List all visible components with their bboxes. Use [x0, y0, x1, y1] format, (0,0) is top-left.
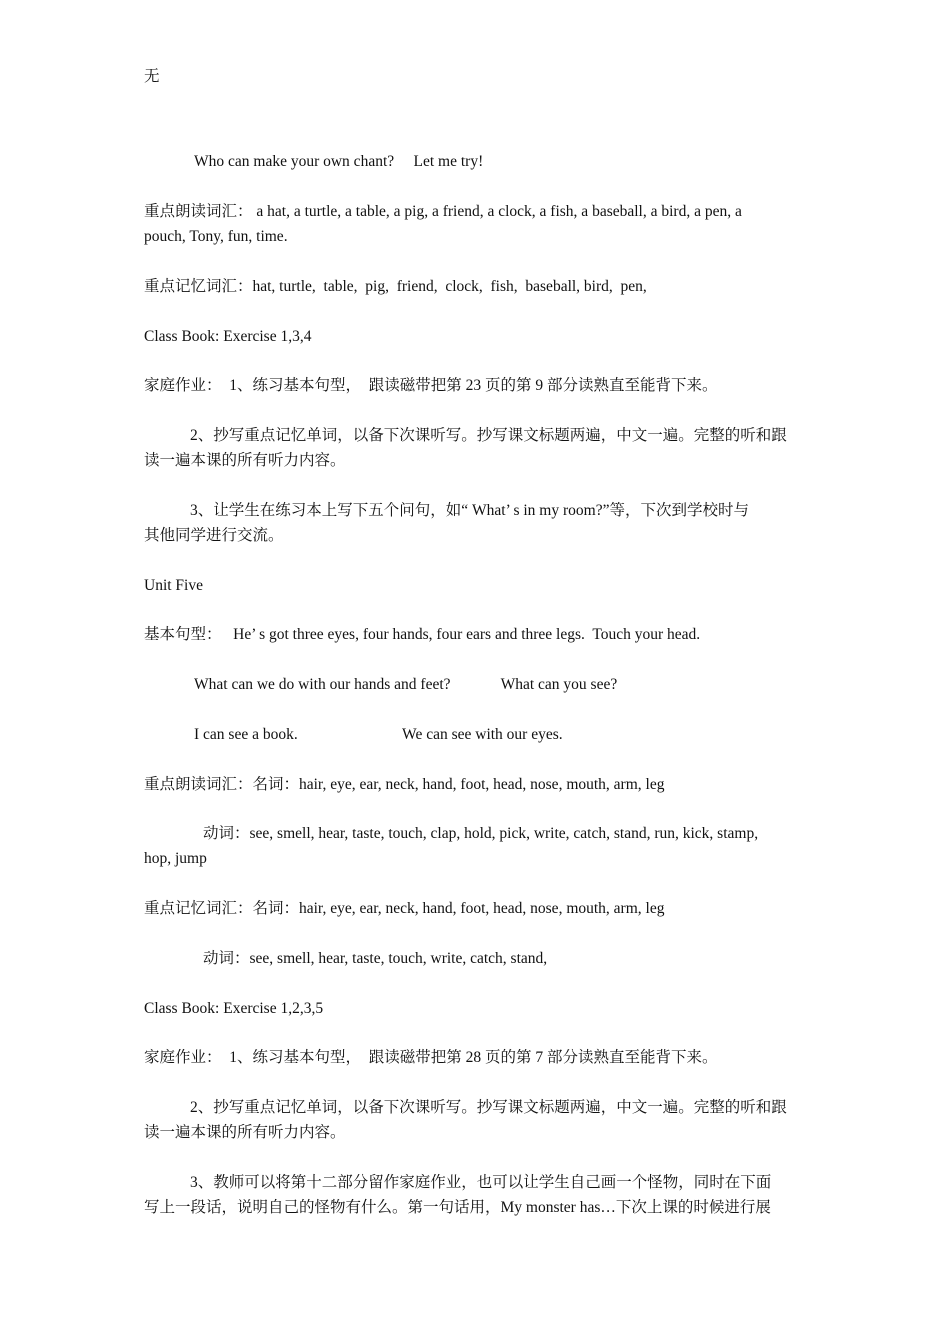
u4-homework-3-line2: 其他同学进行交流。	[144, 527, 284, 544]
u5-question-line1: What can we do with our hands and feet? What can you see?	[194, 676, 618, 693]
none-text: 无	[144, 68, 160, 85]
u4-reading-vocab-line2: pouch, Tony, fun, time.	[144, 228, 288, 245]
u4-class-book: Class Book: Exercise 1,3,4	[144, 328, 312, 345]
chant-line: Who can make your own chant? Let me try!	[194, 153, 484, 170]
u4-homework-3-line1: 3、让学生在练习本上写下五个问句，如“ What’ s in my room?”等，下次到学校时与	[190, 502, 749, 519]
u5-question-line2: I can see a book. We can see with our eyes.	[194, 726, 563, 743]
u5-homework-3-line2: 写上一段话，说明自己的怪物有什么。第一句话用，My monster has…下次上课的时候进行展	[144, 1199, 771, 1216]
u4-reading-vocab-line1: 重点朗读词汇： a hat, a turtle, a table, a pig, a friend, a clock, a fish, a baseball, a bird, a pen, a	[144, 203, 742, 220]
u5-memory-verbs: 动词：see, smell, hear, taste, touch, write, catch, stand,	[203, 950, 548, 967]
u4-homework-2-line1: 2、抄写重点记忆单词，以备下次课听写。抄写课文标题两遍，中文一遍。完整的听和跟	[190, 427, 787, 444]
u5-class-book: Class Book: Exercise 1,2,3,5	[144, 1000, 324, 1017]
u5-reading-verbs-line2: hop, jump	[144, 850, 207, 867]
u4-homework-2-line2: 读一遍本课的所有听力内容。	[144, 452, 346, 469]
u5-homework-3-line1: 3、教师可以将第十二部分留作家庭作业，也可以让学生自己画一个怪物，同时在下面	[190, 1174, 772, 1191]
u5-reading-nouns: 重点朗读词汇：名词：hair, eye, ear, neck, hand, foot, head, nose, mouth, arm, leg	[144, 776, 665, 793]
u4-homework-1: 家庭作业： 1、练习基本句型， 跟读磁带把第 23 页的第 9 部分读熟直至能背下来。	[144, 377, 718, 394]
u5-homework-2-line2: 读一遍本课的所有听力内容。	[144, 1124, 346, 1141]
u5-homework-2-line1: 2、抄写重点记忆单词，以备下次课听写。抄写课文标题两遍，中文一遍。完整的听和跟	[190, 1099, 787, 1116]
unit-five-title: Unit Five	[144, 577, 203, 594]
u5-memory-nouns: 重点记忆词汇：名词：hair, eye, ear, neck, hand, foot, head, nose, mouth, arm, leg	[144, 900, 665, 917]
u5-homework-1: 家庭作业： 1、练习基本句型， 跟读磁带把第 28 页的第 7 部分读熟直至能背下来。	[144, 1049, 718, 1066]
u5-basic-sentence: 基本句型： He’ s got three eyes, four hands, four ears and three legs. Touch your head.	[144, 626, 701, 643]
u4-memory-vocab: 重点记忆词汇：hat, turtle, table, pig, friend, clock, fish, baseball, bird, pen,	[144, 278, 647, 295]
u5-reading-verbs-line1: 动词：see, smell, hear, taste, touch, clap, hold, pick, write, catch, stand, run, kick, stamp,	[203, 825, 759, 842]
